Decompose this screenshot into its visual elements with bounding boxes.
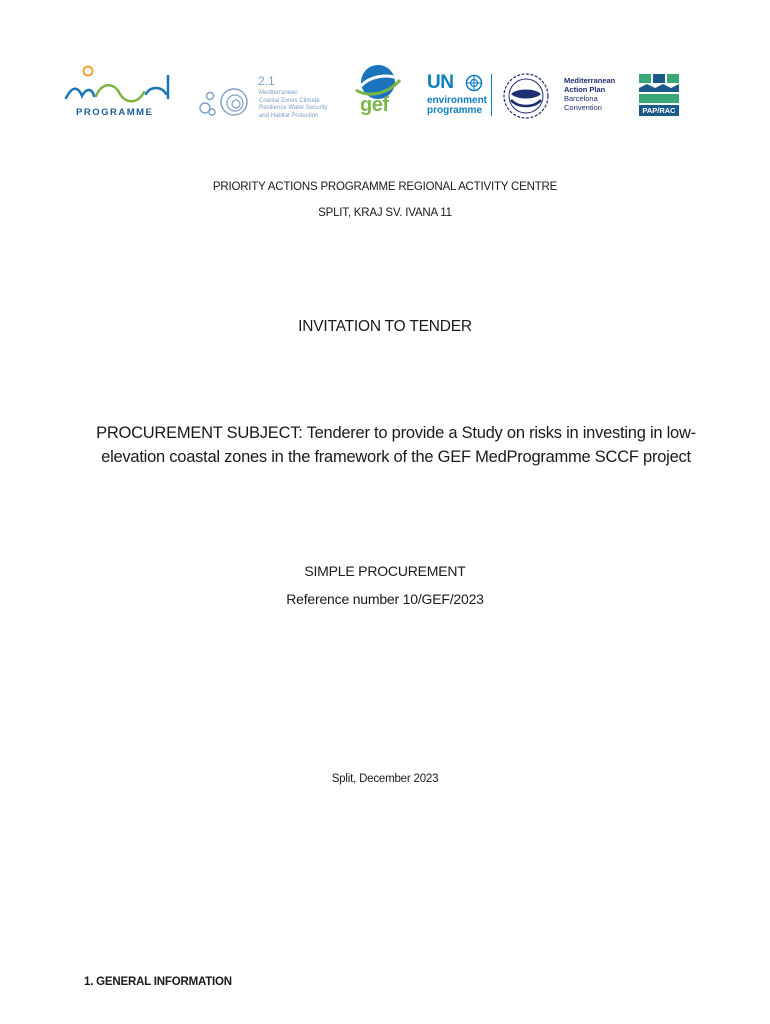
med-programme-label: PROGRAMME	[76, 107, 154, 118]
un-emblem-icon	[465, 74, 483, 92]
gef-logo	[354, 62, 402, 120]
un-line: programme	[427, 105, 483, 116]
pap-rac-label: PAP/RAC	[639, 105, 679, 116]
gef-label: gef	[360, 94, 389, 116]
pap-rac-icon	[639, 74, 679, 104]
organization-address: SPLIT, KRAJ SV. IVANA 11	[318, 207, 452, 219]
organization-name: PRIORITY ACTIONS PROGRAMME REGIONAL ACTIVITY CENTRE	[212, 181, 558, 193]
map-line: Convention	[564, 103, 602, 112]
un-label: UN	[427, 72, 454, 93]
logo-strip	[0, 58, 770, 128]
map-line: Action Plan	[564, 85, 606, 94]
place-date: Split, December 2023	[331, 773, 439, 785]
coastal-line: Coastal Zones Climate	[259, 97, 320, 104]
shell-icon	[196, 82, 252, 122]
map-logo	[500, 72, 620, 120]
reference-number: Reference number 10/GEF/2023	[286, 591, 484, 607]
coastal-line: Resilience Water Security	[259, 105, 328, 111]
un-environment-logo	[427, 72, 497, 122]
document-title: INVITATION TO TENDER	[298, 318, 472, 335]
divider	[491, 74, 492, 116]
coastal-caption	[259, 90, 327, 120]
pap-rac-logo	[639, 74, 681, 116]
un-caption	[427, 96, 487, 116]
map-line: Barcelona	[564, 94, 598, 103]
map-caption	[564, 76, 615, 112]
un-line: environment	[427, 95, 488, 106]
coastal-resilience-logo	[196, 74, 346, 124]
med-programme-logo	[62, 64, 180, 120]
coastal-line: and Habitat Protection	[259, 112, 319, 119]
map-line: Mediterranean	[564, 76, 616, 85]
map-emblem-icon	[500, 72, 552, 120]
coastal-line: Mediterranean	[259, 90, 298, 96]
coastal-number: 2.1	[258, 74, 275, 88]
procurement-subject: PROCUREMENT SUBJECT: Tenderer to provide a Study on risks in investing in low-elevation coastal zones in the framework of the GEF MedProgramme SCCF project	[96, 424, 696, 466]
section-heading: 1. GENERAL INFORMATION	[84, 976, 232, 988]
procurement-type: SIMPLE PROCUREMENT	[304, 563, 466, 579]
